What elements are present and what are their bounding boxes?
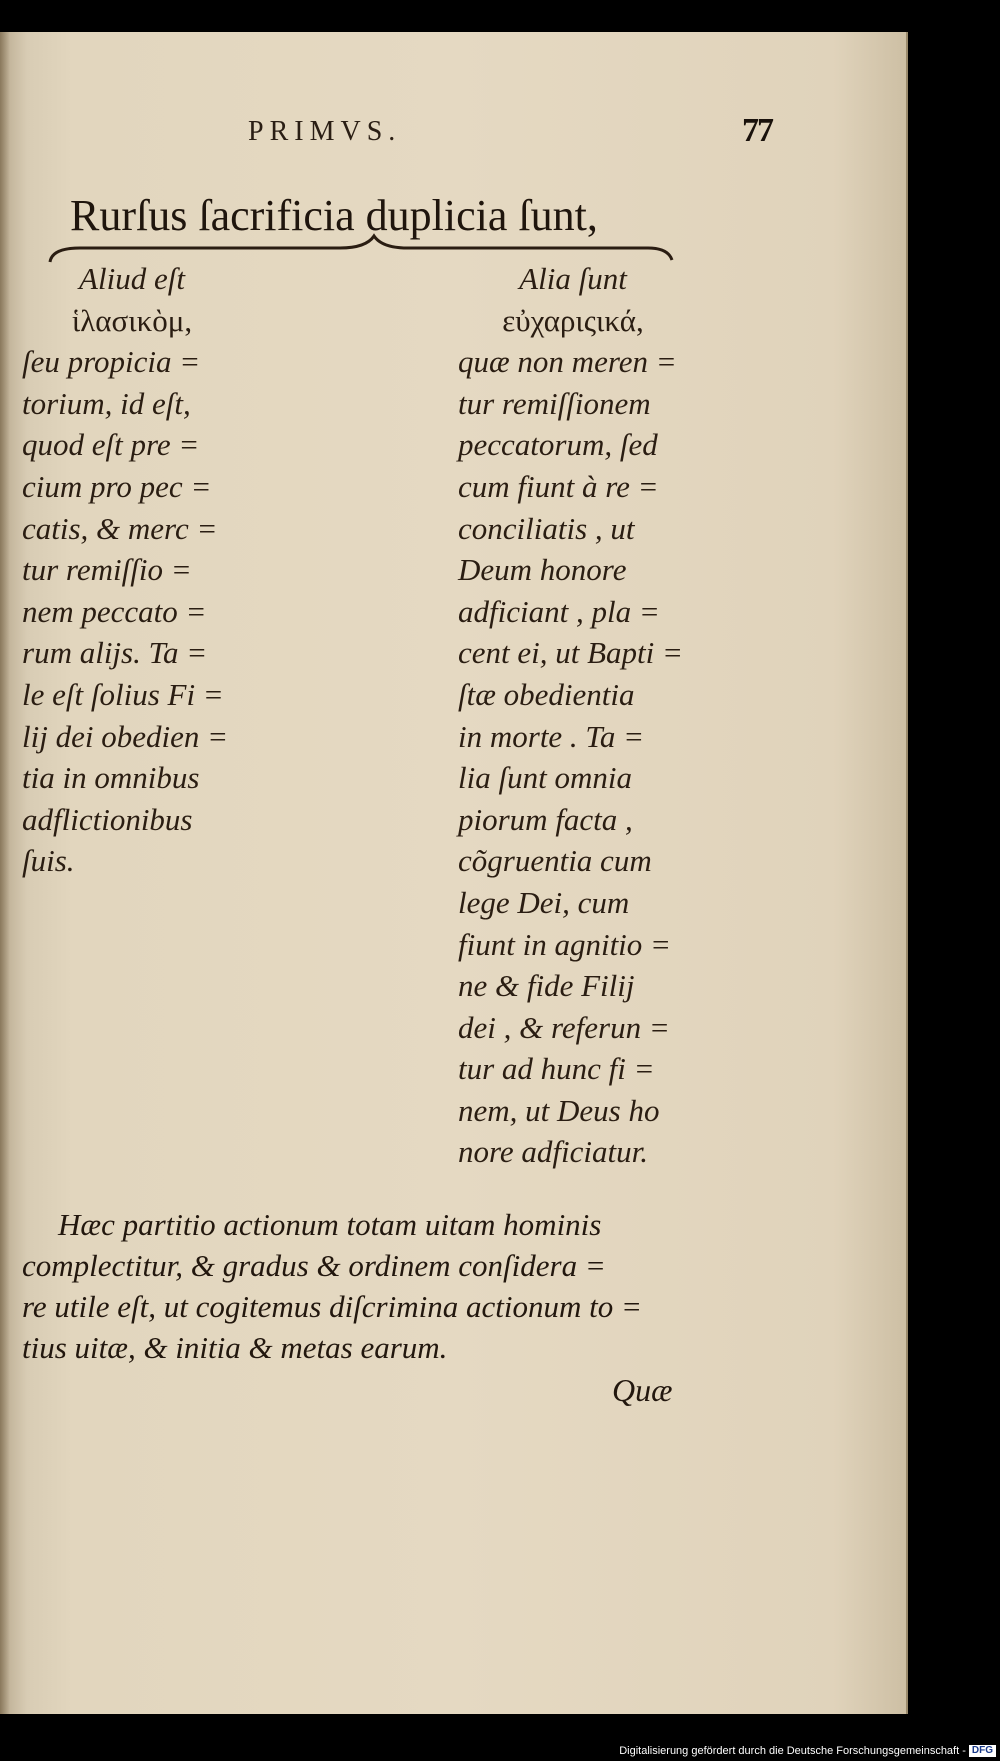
column-line: cõgruentia cum: [458, 843, 652, 879]
paragraph-line: Hæc partitio actionum totam uitam hominis: [58, 1207, 602, 1242]
section-heading: Rurſus ſacrificia duplicia ſunt,: [70, 191, 598, 240]
column-line: fiunt in agnitio =: [458, 926, 671, 962]
column-line: piorum facta ,: [458, 801, 633, 837]
book-page: [0, 32, 908, 1714]
column-line: lij dei obedien =: [22, 718, 229, 754]
page-number: 77: [742, 112, 772, 149]
column-line: quod eſt pre =: [22, 427, 200, 463]
column-line: quæ non meren =: [458, 344, 677, 380]
column-line: adficiant , pla =: [458, 593, 660, 629]
column-line: ne & fide Filij: [458, 968, 635, 1004]
column-line: cum fiunt à re =: [458, 468, 659, 504]
column-line: dei , & referun =: [458, 1009, 670, 1045]
column-line: torium, id eſt,: [22, 385, 191, 421]
column-line: nem peccato =: [22, 593, 207, 629]
column-line: conciliatis , ut: [458, 510, 635, 546]
column-line: tur ad hunc fi =: [458, 1051, 655, 1087]
dfg-logo: DFG: [969, 1745, 996, 1757]
column-line: Deum honore: [458, 552, 627, 588]
right-column: [458, 258, 688, 1173]
catchword: Quæ: [612, 1372, 673, 1408]
column-line: nore adficiatur.: [458, 1134, 649, 1170]
column-line: peccatorum, ſed: [458, 427, 658, 463]
column-line: le eſt ſolius Fi =: [22, 676, 224, 712]
column-line: ἱλασικὸμ,: [71, 302, 193, 338]
column-line: tur remiſſionem: [458, 385, 651, 421]
column-line: nem, ut Deus ho: [458, 1092, 660, 1128]
column-line: cent ei, ut Bapti =: [458, 635, 683, 671]
column-line: rum alijs. Ta =: [22, 635, 208, 671]
column-line: catis, & merc =: [22, 510, 218, 546]
column-line: ſtæ obedientia: [458, 676, 635, 712]
column-line: cium pro pec =: [22, 468, 212, 504]
column-line: adflictionibus: [22, 801, 193, 837]
column-line: tia in omnibus: [22, 760, 200, 796]
column-line: εὐχαριςικά,: [502, 302, 644, 338]
body-paragraph: [22, 1204, 702, 1368]
column-line: ſeu propicia =: [22, 344, 201, 380]
column-line: lege Dei, cum: [458, 884, 630, 920]
column-line: ſuis.: [22, 843, 75, 879]
column-line: tur remiſſio =: [22, 552, 192, 588]
column-line: lia ſunt omnia: [458, 760, 632, 796]
column-line: Aliud eſt: [79, 261, 185, 296]
paragraph-line: tius uitæ, & initia & metas earum.: [22, 1330, 448, 1365]
credit-text: Digitalisierung gefördert durch die Deutsche Forschungsgemeinschaft -: [619, 1745, 966, 1757]
paragraph-line: re utile eſt, ut cogitemus diſcrimina actionum to =: [22, 1289, 642, 1324]
running-head: PRIMVS.: [248, 116, 402, 147]
paragraph-line: complectitur, & gradus & ordinem conſidera =: [22, 1248, 606, 1283]
digitization-credit: [619, 1745, 996, 1757]
column-line: in morte . Ta =: [458, 718, 644, 754]
page-gutter-shadow: [0, 32, 10, 1714]
column-line: Alia ſunt: [519, 261, 627, 296]
left-column: [22, 258, 242, 882]
